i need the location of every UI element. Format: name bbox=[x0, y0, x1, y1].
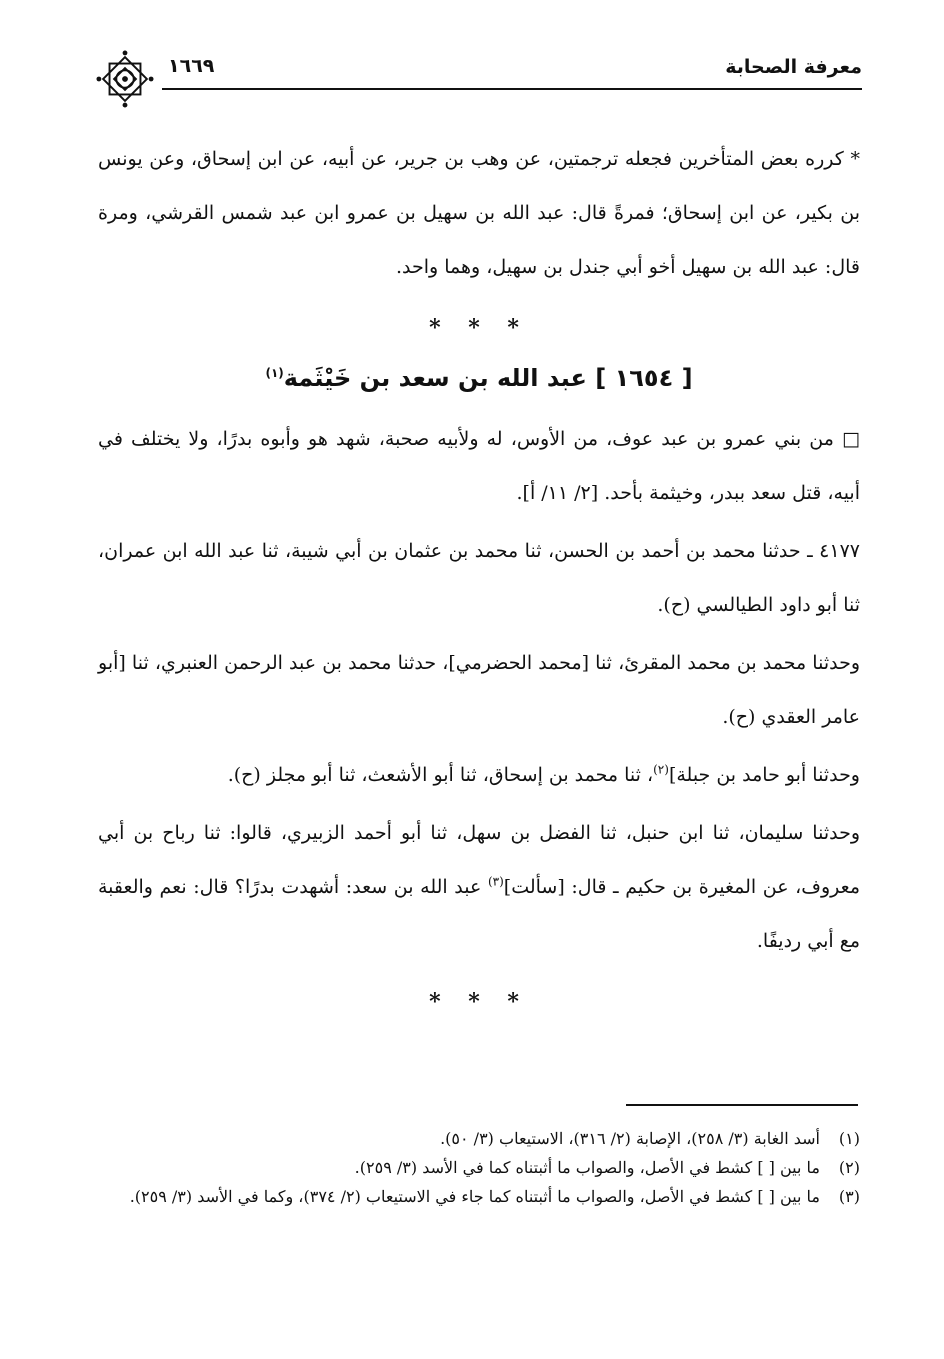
octagram-ornament-icon bbox=[96, 50, 154, 108]
footnote-ref-1: (١) bbox=[265, 366, 284, 380]
footnote-separator bbox=[626, 1104, 858, 1106]
page-number: ١٦٦٩ bbox=[168, 55, 215, 77]
footnote-3 bbox=[98, 1182, 860, 1211]
paragraph-biography: □ من بني عمرو بن عبد عوف، من الأوس، له ولأبيه صحبة، شهد هو وأبوه بدرًا، ولا يختلف في أبيه، قتل سعد ببدر، وخيثمة بأحد. [٢/ ١١/ أ]. bbox=[98, 428, 860, 504]
isnad-jabala-start: وحدثنا أبو حامد بن جبلة] bbox=[668, 764, 860, 786]
paragraph-intro: * كرره بعض المتأخرين فجعله ترجمتين، عن وهب بن جرير، عن أبيه، عن ابن إسحاق، وعن يونس بن بكير، عن ابن إسحاق؛ فمرةً قال: عبد الله بن سهيل بن عمرو ابن عبد شمس القرشي، ومرة قال: عبد الله بن سهيل أخو أبي جندل بن سهيل، وهما واحد. bbox=[98, 148, 860, 278]
header-rule bbox=[162, 88, 862, 90]
entry-number: [ ١٦٥٤ ] bbox=[595, 364, 693, 392]
footnote-1 bbox=[98, 1124, 860, 1153]
footnote-text: أسد الغابة (٣/ ٢٥٨)، الإصابة (٢/ ٣١٦)، الاستيعاب (٣/ ٥٠). bbox=[440, 1129, 820, 1148]
entry-heading bbox=[98, 352, 860, 404]
footnotes bbox=[98, 1124, 860, 1211]
footnote-text: ما بين [ ] كشط في الأصل، والصواب ما أثبتناه كما جاء في الاستيعاب (٢/ ٣٧٤)، وكما في الأسد (٣/ ٢٥٩). bbox=[129, 1187, 820, 1206]
section-divider-stars-end: * * * bbox=[429, 989, 529, 1015]
footnote-number: (٢) bbox=[838, 1158, 860, 1177]
paragraph-isnad-muqri: وحدثنا محمد بن محمد المقرئ، ثنا [محمد الحضرمي]، حدثنا محمد بن عبد الرحمن العنبري، ثنا [أبو عامر العقدي (ح). bbox=[98, 652, 860, 728]
section-divider-stars: * * * bbox=[429, 315, 529, 341]
footnote-text: ما بين [ ] كشط في الأصل، والصواب ما أثبتناه كما في الأسد (٣/ ٢٥٩). bbox=[354, 1158, 820, 1177]
footnote-ref-3: (٣) bbox=[487, 874, 504, 889]
footnote-number: (١) bbox=[838, 1129, 860, 1148]
running-header bbox=[96, 44, 862, 116]
paragraph-hadith-4177: ٤١٧٧ ـ حدثنا محمد بن أحمد بن الحسن، ثنا محمد بن عثمان بن أبي شيبة، ثنا عبد الله ابن عمران، ثنا أبو داود الطيالسي (ح). bbox=[98, 540, 860, 616]
isnad-jabala-end: ، ثنا محمد بن إسحاق، ثنا أبو الأشعث، ثنا أبو مجلز (ح). bbox=[227, 764, 654, 786]
main-text bbox=[98, 132, 860, 1026]
entry-name: عبد الله بن سعد بن خَيْثَمة bbox=[283, 364, 587, 392]
footnote-2 bbox=[98, 1153, 860, 1182]
isnad-sulayman-start: وحدثنا سليمان، ثنا ابن حنبل، ثنا الفضل بن سهل، ثنا أبو أحمد الزبيري، قالوا: ثنا رباح بن أبي معروف، عن المغيرة بن حكيم ـ قال: [سألت] bbox=[98, 822, 861, 898]
footnote-number: (٣) bbox=[838, 1187, 860, 1206]
isnad-sulayman-end: عبد الله بن سعد: أشهدت بدرًا؟ قال: نعم والعقبة مع أبي رديفًا. bbox=[98, 876, 860, 952]
paragraph-isnad-sulayman bbox=[98, 806, 860, 968]
paragraph-isnad-jabala bbox=[98, 748, 860, 802]
running-title: معرفة الصحابة bbox=[725, 56, 862, 78]
footnote-ref-2: (٢) bbox=[653, 762, 669, 777]
